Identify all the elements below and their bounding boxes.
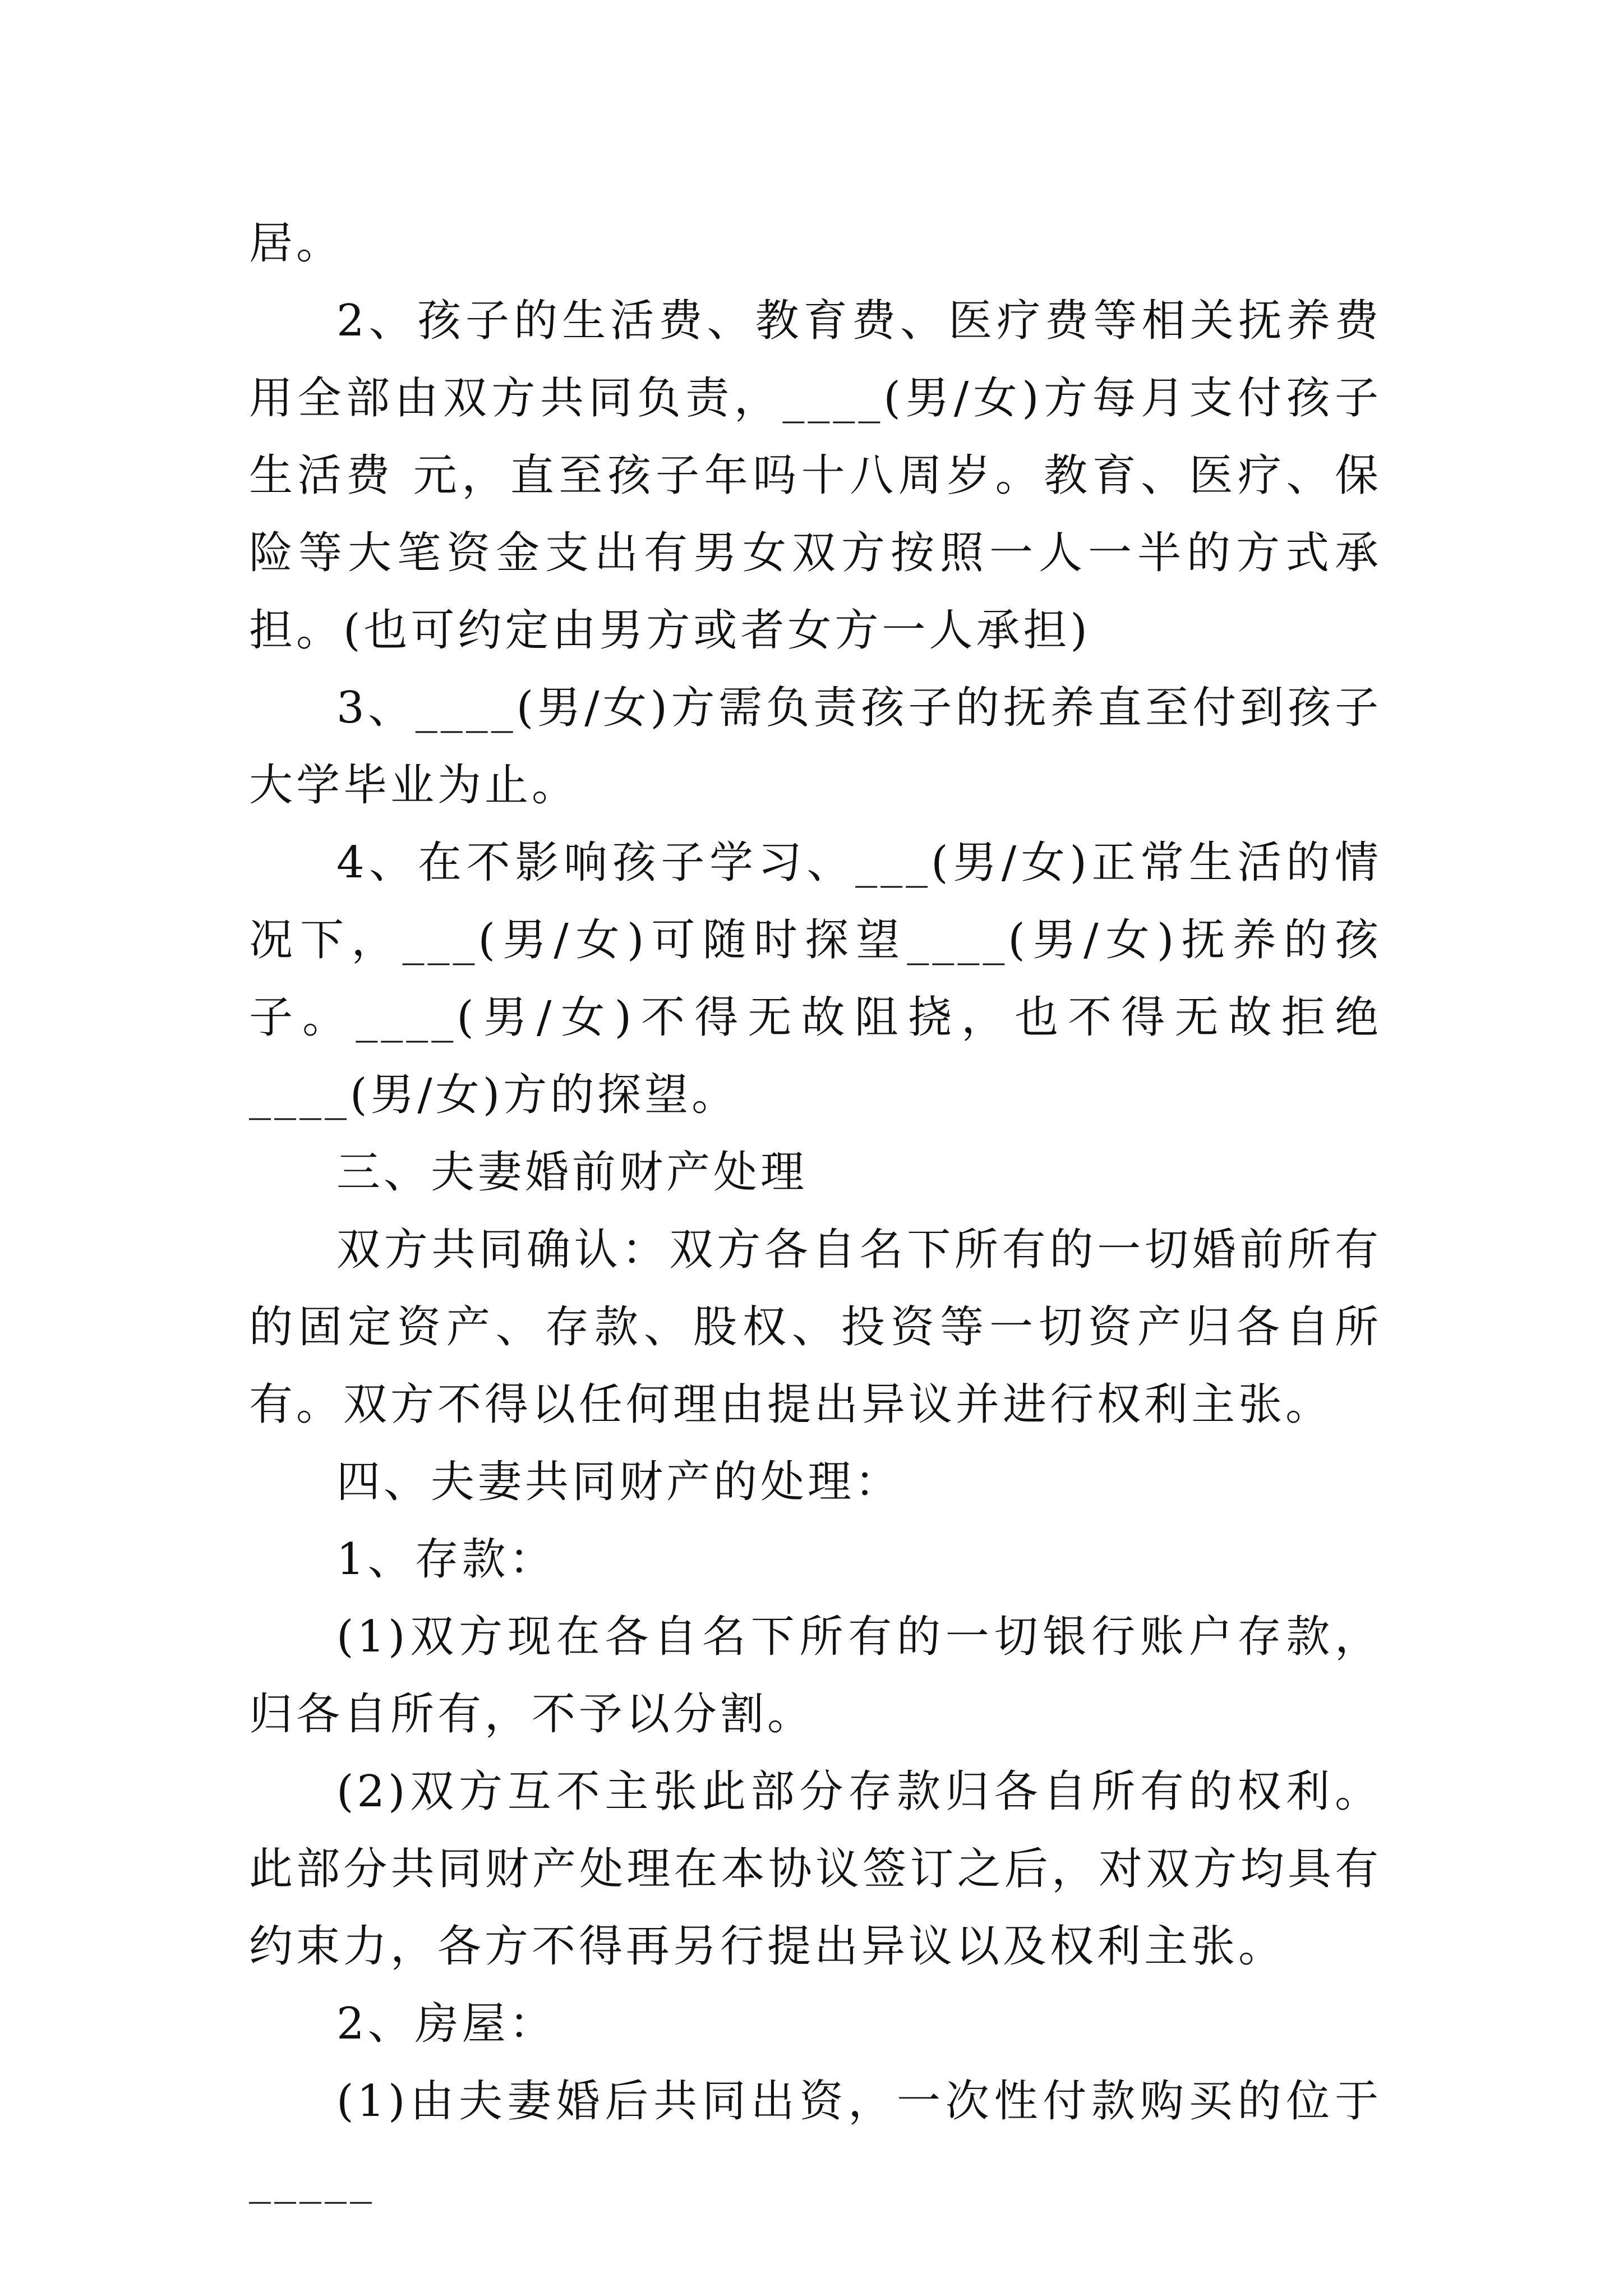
document-body [249, 205, 1382, 2217]
section-heading-joint-property: 四、夫妻共同财产的处理： [336, 1457, 902, 1507]
section-heading-premarital-property: 三、夫妻婚前财产处理 [336, 1147, 808, 1198]
paragraph-housing-item-1: (1)由夫妻婚后共同出资，一次性付款购买的位于_____ [249, 2076, 1382, 2204]
subheading-housing: 2、房屋： [336, 1999, 556, 2049]
paragraph-deposits-item-2: (2)双方互不主张此部分存款归各自所有的权利。此部分共同财产处理在本协议签订之后，对双方均具有约束力，各方不得再另行提出异议以及权利主张。 [249, 1766, 1382, 1972]
paragraph-premarital-property: 双方共同确认：双方各自名下所有的一切婚前所有的固定资产、存款、股权、投资等一切资产归各自所有。双方不得以任何理由提出异议并进行权利主张。 [249, 1225, 1382, 1430]
paragraph-deposits-item-1: (1)双方现在各自名下所有的一切银行账户存款，归各自所有，不予以分割。 [249, 1612, 1382, 1740]
paragraph-raising-until-graduation: 3、____(男/女)方需负责孩子的抚养直至付到孩子大学毕业为止。 [249, 683, 1382, 811]
paragraph-continuation: 居。 [249, 218, 344, 269]
subheading-deposits: 1、存款： [336, 1534, 556, 1585]
paragraph-child-support-costs: 2、孩子的生活费、教育费、医疗费等相关抚养费用全部由双方共同负责，____(男/女)方每月支付孩子生活费 元，直至孩子年吗十八周岁。教育、医疗、保险等大笔资金支出有男女双方按照一人一半的方式承担。(也可约定由男方或者女方一人承担) [249, 296, 1382, 656]
paragraph-visitation-rights: 4、在不影响孩子学习、___(男/女)正常生活的情况下，___(男/女)可随时探望____(男/女)抚养的孩子。____(男/女)不得无故阻挠，也不得无故拒绝____(男/女)方的探望。 [249, 838, 1382, 1120]
